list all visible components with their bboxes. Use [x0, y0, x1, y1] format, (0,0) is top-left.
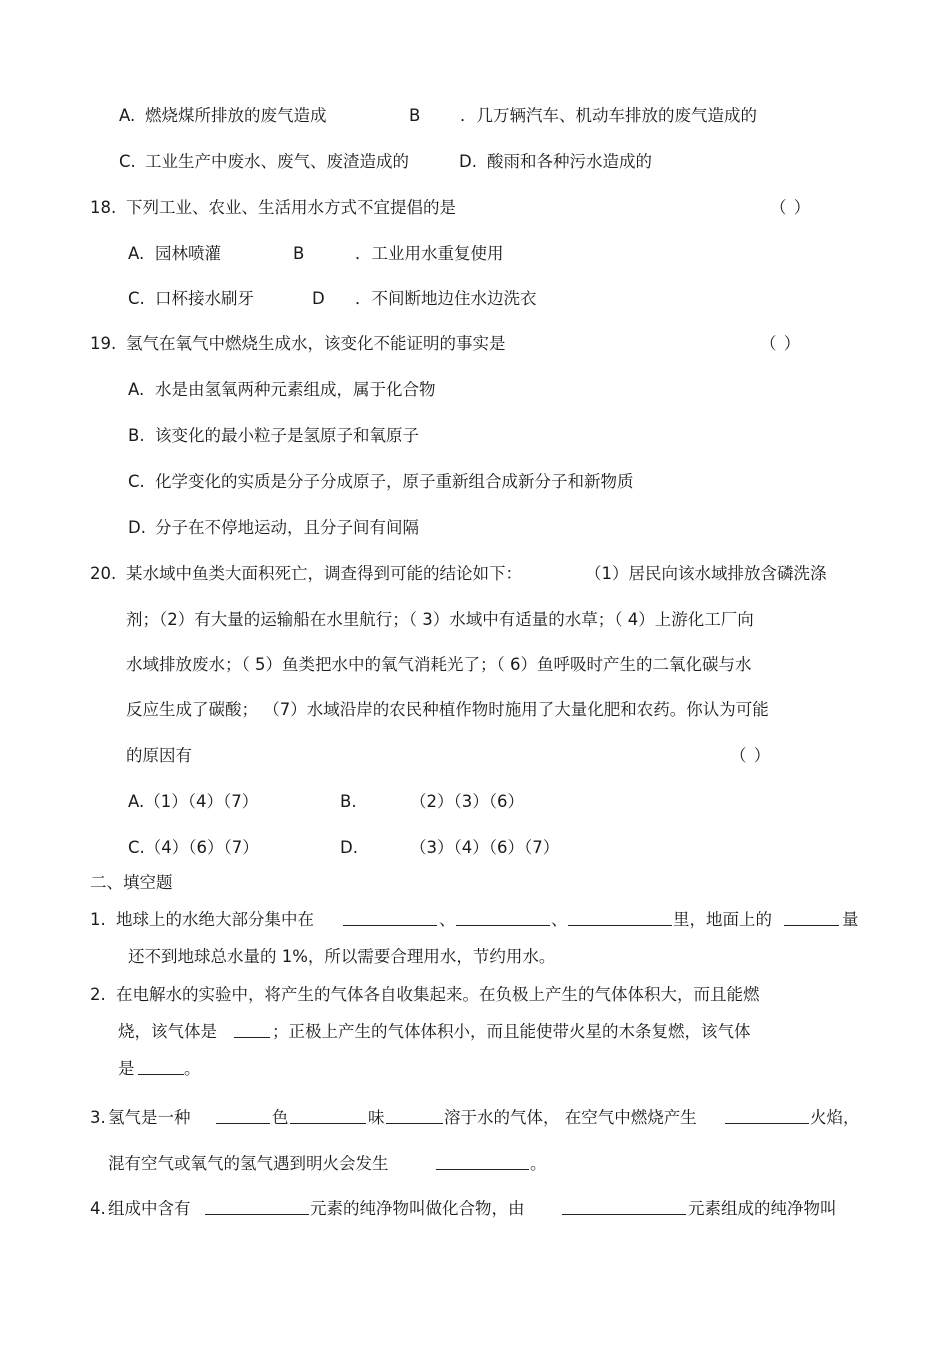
q19-answer-paren: （ ） [760, 334, 802, 353]
fill3-text4: 溶于水的气体， 在空气中燃烧产生 [444, 1108, 697, 1127]
q18-option-a-text: 园林喷灌 [155, 244, 221, 263]
fill4-blank2[interactable] [562, 1198, 686, 1221]
fill2-line2b: ；正极上产生的气体体积小，而且能使带火星的木条复燃，该气体 [272, 1022, 751, 1041]
fill2-line1: 在电解水的实验中，将产生的气体各自收集起来。在负极上产生的气体体积大，而且能燃 [116, 985, 760, 1004]
q18-option-d-label: D [312, 289, 325, 308]
fill1-text1: 地球上的水绝大部分集中在 [116, 910, 314, 929]
fill2-line2a: 烧，该气体是 [118, 1022, 217, 1041]
q18-stem: 下列工业、农业、生活用水方式不宜提倡的是 [126, 198, 456, 217]
fill1-blank4[interactable] [784, 909, 839, 932]
fill3-line2b: 。 [530, 1154, 547, 1173]
q17-option-b-label: B [409, 106, 421, 125]
q19-option-d-label: D. [128, 518, 146, 537]
q18-option-c-text: 口杯接水刷牙 [155, 289, 254, 308]
fill4-text3: 元素组成的纯净物叫 [688, 1199, 837, 1218]
fill3-text1: 氢气是一种 [108, 1108, 191, 1127]
q18-answer-paren: （ ） [770, 198, 812, 217]
q20-option-b-label: B. [340, 792, 357, 811]
q17-option-b-text: ．几万辆汽车、机动车排放的废气造成的 [460, 106, 757, 125]
q17-option-c-label: C. [119, 152, 136, 171]
q19-option-b-text: 该变化的最小粒子是氢原子和氧原子 [155, 426, 419, 445]
fill3-blank-solubility[interactable] [386, 1107, 443, 1130]
fill2-number: 2. [90, 985, 106, 1004]
fill1-blank1[interactable] [343, 909, 437, 932]
q20-option-b-text: （2）（3）（6） [410, 792, 524, 811]
fill1-blank2[interactable] [456, 909, 550, 932]
fill1-line2: 还不到地球总水量的 1%，所以需要合理用水，节约用水。 [128, 947, 556, 966]
q19-option-a-text: 水是由氢氧两种元素组成，属于化合物 [155, 380, 436, 399]
q17-option-a-label: A. [119, 106, 136, 125]
fill3-blank-flame[interactable] [725, 1107, 809, 1130]
q20-option-c: C.（4）（6）（7） [128, 838, 259, 857]
fill1-text3: 量 [842, 910, 859, 929]
fill4-text1: 组成中含有 [108, 1199, 191, 1218]
q20-option-d-label: D. [340, 838, 358, 857]
fill2-line3a: 是 [118, 1059, 135, 1078]
q19-number: 19. [90, 334, 117, 353]
fill2-blank2[interactable] [138, 1058, 184, 1081]
fill1-sep2: 、 [551, 910, 568, 929]
fill4-text2: 元素的纯净物叫做化合物，由 [310, 1199, 525, 1218]
q20-stem-line2: 剂；（2）有大量的运输船在水里航行；（ 3）水域中有适量的水草；（ 4）上游化工厂向 [126, 610, 754, 629]
fill2-blank1[interactable] [234, 1021, 270, 1044]
fill1-text2: 里，地面上的 [673, 910, 772, 929]
q18-option-b-text: ．工业用水重复使用 [355, 244, 504, 263]
fill3-blank-explosion[interactable] [436, 1153, 529, 1176]
fill2-line3b: 。 [184, 1059, 201, 1078]
q19-option-d-text: 分子在不停地运动，且分子间有间隔 [155, 518, 419, 537]
q18-option-d-text: ．不间断地边住水边洗衣 [355, 289, 537, 308]
q19-option-b-label: B. [128, 426, 145, 445]
fill3-blank-smell[interactable] [290, 1107, 366, 1130]
q20-stem-line1b: （1）居民向该水域排放含磷洗涤 [585, 564, 827, 583]
fill3-text3: 味 [368, 1108, 385, 1127]
q18-option-b-label: B [293, 244, 305, 263]
q19-option-a-label: A. [128, 380, 145, 399]
q20-number: 20. [90, 564, 117, 583]
q20-option-a: A.（1）（4）（7） [128, 792, 259, 811]
fill3-line2a: 混有空气或氧气的氢气遇到明火会发生 [108, 1154, 389, 1173]
q18-option-a-label: A. [128, 244, 145, 263]
q20-answer-paren: （ ） [730, 746, 772, 765]
q20-stem-line4: 反应生成了碳酸； （7）水域沿岸的农民种植作物时施用了大量化肥和农药。你认为可能 [126, 700, 769, 719]
fill1-sep1: 、 [439, 910, 456, 929]
q17-option-d-label: D. [459, 152, 477, 171]
q20-stem-line1a: 某水域中鱼类大面积死亡，调查得到可能的结论如下： [126, 564, 522, 583]
fill3-text5: 火焰， [810, 1108, 860, 1127]
q19-option-c-text: 化学变化的实质是分子分成原子，原子重新组合成新分子和新物质 [155, 472, 634, 491]
q20-stem-line3: 水域排放废水；（ 5）鱼类把水中的氧气消耗光了；（ 6）鱼呼吸时产生的二氧化碳与水 [126, 655, 752, 674]
q18-option-c-label: C. [128, 289, 145, 308]
fill3-number: 3. [90, 1108, 106, 1127]
fill1-number: 1. [90, 910, 106, 929]
q17-option-c-text: 工业生产中废水、废气、废渣造成的 [145, 152, 409, 171]
q20-option-d-text: （3）（4）（6）（7） [410, 838, 560, 857]
q17-option-a-text: 燃烧煤所排放的废气造成 [145, 106, 327, 125]
fill4-number: 4. [90, 1199, 106, 1218]
q20-stem-line5: 的原因有 [126, 746, 192, 765]
fill1-blank3[interactable] [568, 909, 672, 932]
q18-number: 18. [90, 198, 117, 217]
q17-option-d-text: 酸雨和各种污水造成的 [487, 152, 652, 171]
section-heading-fill-in: 二、填空题 [90, 873, 173, 892]
fill3-blank-color[interactable] [216, 1107, 270, 1130]
q19-option-c-label: C. [128, 472, 145, 491]
q19-stem: 氢气在氧气中燃烧生成水，该变化不能证明的事实是 [126, 334, 506, 353]
fill3-text2: 色 [272, 1108, 289, 1127]
fill4-blank1[interactable] [205, 1198, 309, 1221]
